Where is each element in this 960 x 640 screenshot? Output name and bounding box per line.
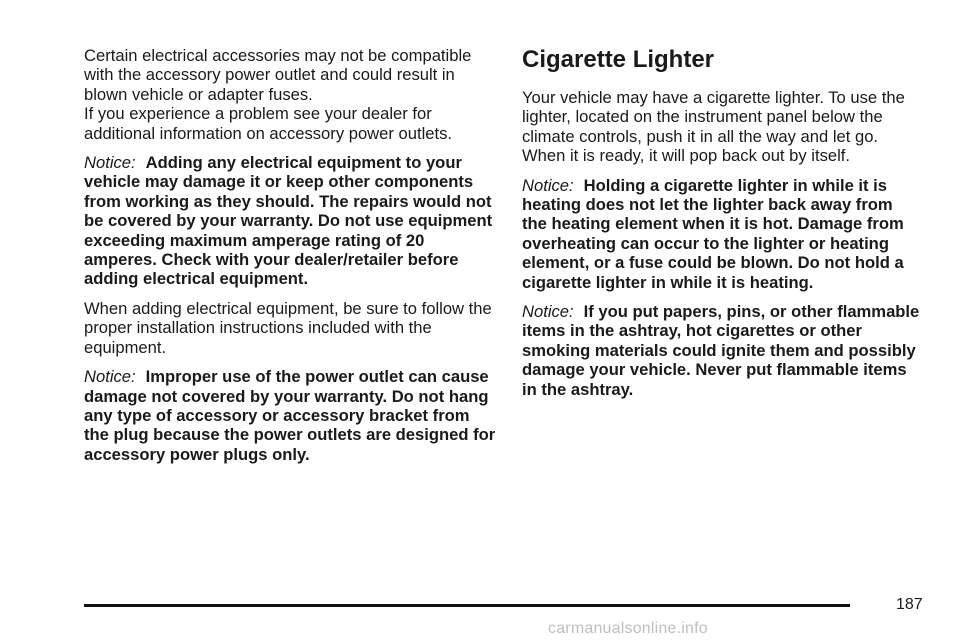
notice-text: Improper use of the power outlet can cause damage not covered by your warranty. Do not hang any type of accessory or accessory bracket from the plug because the power outlets are designed for accessory power plugs only. (84, 367, 496, 464)
notice-text: Holding a cigarette lighter in while it is heating does not let the lighter back away from the heating element when it is hot. Damage from overheating can occur to the lighter or heating element, or a fuse could be blown. Do not hold a cigarette lighter in while it is heating. (522, 175, 904, 292)
notice-electrical-equipment (84, 153, 496, 289)
cigarette-lighter-usage-paragraph: Your vehicle may have a cigarette lighter. To use the lighter, located on the instrument panel below the climate controls, push it in all the way and let go. When it is ready, it will pop back out by itself. (522, 88, 905, 166)
notice-ashtray (522, 302, 922, 399)
watermark: carmanualsonline.info (548, 620, 708, 637)
accessory-compatibility-paragraph (84, 46, 496, 143)
notice-label: Notice: (84, 367, 136, 387)
footer-rule (84, 604, 850, 607)
page-number: 187 (896, 596, 923, 613)
dealer-info-text: If you experience a problem see your dealer for additional information on accessory power outlets. (84, 104, 453, 143)
notice-lighter-heating (522, 176, 922, 292)
installation-instructions-paragraph: When adding electrical equipment, be sure to follow the proper installation instructions included with the equipment. (84, 298, 492, 357)
notice-label: Notice: (84, 153, 136, 173)
left-column (84, 46, 496, 474)
notice-label: Notice: (522, 175, 574, 195)
notice-label: Notice: (522, 302, 574, 322)
right-column (522, 46, 922, 409)
section-heading: Cigarette Lighter (522, 46, 715, 73)
notice-text: Adding any electrical equipment to your vehicle may damage it or keep other components from working as they should. The repairs would not be covered by your warranty. Do not use equipment exceeding maximum amperage rating of 20 amperes. Check with your dealer/retailer before adding electrical equipment. (84, 153, 493, 289)
notice-power-outlet (84, 367, 496, 464)
accessory-compatibility-text: Certain electrical accessories may not be compatible with the accessory power outlet and could result in blown vehicle or adapter fuses. (84, 46, 472, 104)
notice-text: If you put papers, pins, or other flammable items in the ashtray, hot cigarettes or other smoking materials could ignite them and possibly damage your vehicle. Never put flammable items in the ashtray. (522, 302, 920, 399)
